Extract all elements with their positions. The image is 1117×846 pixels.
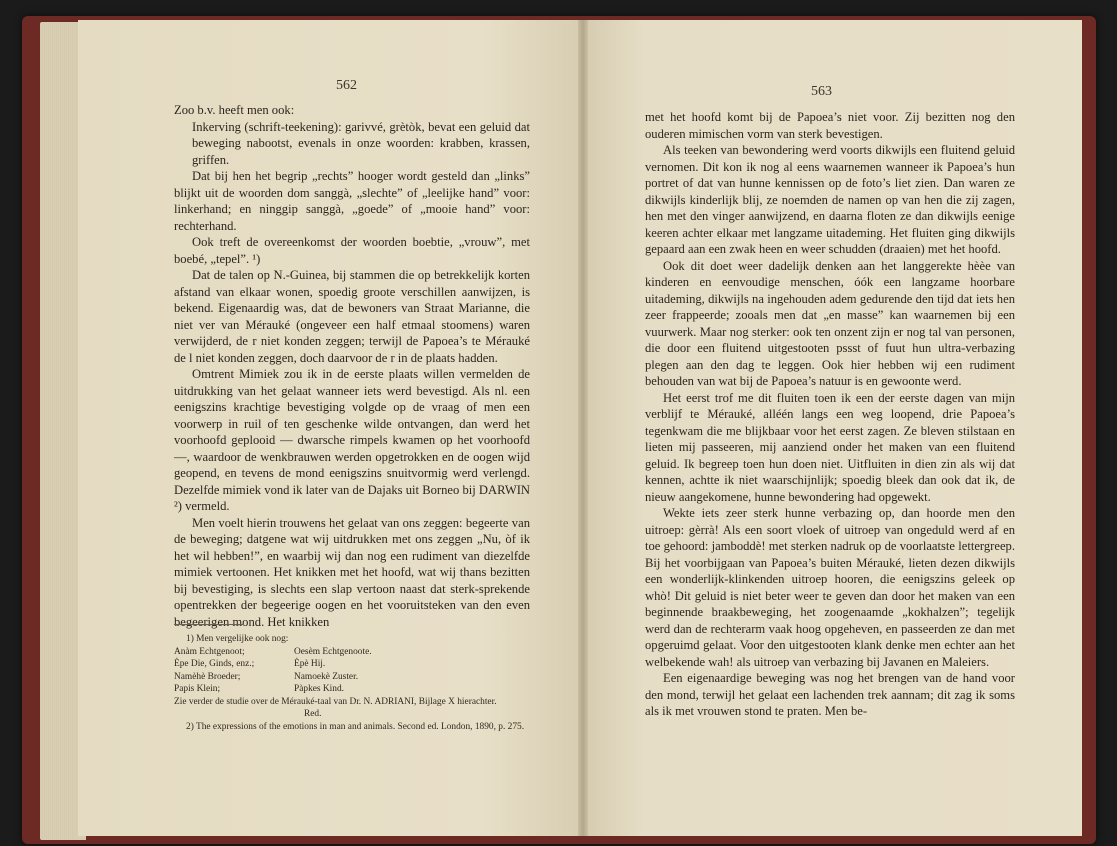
- paragraph: met het hoofd komt bij de Papoea’s niet voor. Zij bezitten nog den ouderen mimischen vorm van sterk bevestigen.: [645, 110, 1015, 141]
- paragraph: Ook dit doet weer dadelijk denken aan het langgerekte hèèe van kinderen en eenvoudige menschen, óók een langzame hoorbare uitademing, dikwijls na ingehouden adem gedurende den tijd dat iets hen zeer frappeerde; zooals men dat „en masse” kan waarnemen bij een vuurwerk. Maar nog sterker: ook ten onzent zijn er nog tal van personen, die door een fluitend uitgestooten pssst of fuut hun ultra-verbazing plegen aan den dag te leggen. Ook hier hebben wij een rudiment behouden van wat bij de Papoea’s natuur is en gewoonte werd.: [645, 258, 1015, 388]
- paragraph: Als teeken van bewondering werd voorts dikwijls een fluitend geluid vernomen. Dit kon ik nog al eens waarnemen wanneer ik Papoea’s hun portret of dat van hunne kennissen op de foto’s liet zien. Dan waren ze dikwijls kinderlijk blij, ze noemden de namen op van hen die zij zagen, hen met den vinger aanwijzend, en daarna floten ze dan dikwijls eenige keeren achter elkaar met langzame uitademing. Het fluiten ging dikwijls gepaard aan een zwak heen en weer schudden (draaien) met het hoofd.: [645, 143, 1015, 256]
- footnote-word-pair: [174, 683, 530, 696]
- right-page: [583, 20, 1082, 836]
- footnote-1-intro: 1) Men vergelijke ook nog:: [186, 634, 289, 644]
- footnote-word-pair: [174, 671, 530, 684]
- page-number-left: 562: [336, 78, 357, 93]
- footnote-word: Èpè Hij.: [294, 659, 326, 669]
- paragraph: Men voelt hierin trouwens het gelaat van ons zeggen: begeerte van de beweging; datgene wat wij uitdrukken met ons zeggen „Nu, òf ik het wil hebben!”, en waarbij wij dan nog een rudiment van diezelfde mimiek vertoonen. Het knikken met het hoofd, wat wij thans bezitten bij bevestiging, is slechts een slap vertoon naast dat sterk-sprekende opentrekken der begeerige oogen en het vooruitsteken van den even begeerigen mond. Het knikken: [174, 515, 530, 629]
- footnote-word-pair: [174, 658, 530, 671]
- footnotes: [174, 624, 530, 733]
- footnote-word: Anàm Echtgenoot;: [174, 646, 245, 657]
- footnote-word: Papis Klein;: [174, 684, 221, 694]
- footnote-word: Oesèm Echtgenoote.: [294, 646, 372, 657]
- paragraph: Omtrent Mimiek zou ik in de eerste plaats willen vermelden de uitdrukking van het gelaat wanneer iets werd bevestigd. Als nl. een eenigszins krachtige bevestiging volgde op de vraag of men een voorwerp in ruil of ten geschenke wilde ontvangen, dan werd het voorhoofd geplooid — dwarsche rimpels kwamen op het voorhoofd —, waardoor de wenkbrauwen werden opgetrokken en de oogen wijd geopend, en tevens de mond eenigszins snuitvormig werd verlengd. Dezelfde mimiek vond ik later van de Dajaks uit Borneo bij DARWIN ²) vermeld.: [174, 367, 530, 513]
- right-page-body: [645, 109, 1015, 720]
- paragraph: Wekte iets zeer sterk hunne verbazing op, dan hoorde men den uitroep: gèrrà! Als een soort vloek of uitroep van ongeduld werd af en toe gehoord: jamboddè! met sterken nadruk op de voorlaatste lettergreep. Bij het voorbijgaan van Papoea’s buiten Mérauké, lieten dezen dikwijls een wonderlijk-klinkenden uitroep hooren, die eenigszins geleek op whò! Dit geluid is niet beter weer te geven dan door het maken van een beginnende braakbeweging, het zoogenaamde „kokhalzen”; tegelijk werd dan de rechterarm vaak hoog opgeheven, en passeerden ze dan met opgeruimd gelaat. Voor den uitgestooten klank denke men echter aan het welbekende wah! als uitroep van verbazing bij Javanen en Maleiers.: [645, 506, 1015, 669]
- footnote-word: Pàpkes Kind.: [294, 684, 344, 694]
- page-number-right: 563: [811, 84, 832, 99]
- footnote-word: Namèhè Broeder;: [174, 671, 241, 682]
- footnote-rule: [174, 624, 244, 625]
- book-gutter: [578, 20, 588, 836]
- left-page: [78, 20, 583, 836]
- footnote-word: Namoekè Zuster.: [294, 671, 359, 682]
- footnote-1-red: Red.: [304, 709, 322, 719]
- paragraph: Ook treft de overeenkomst der woorden boebtie, „vrouw”, met boebé, „tepel”. ¹): [174, 235, 530, 266]
- paragraph: Een eigenaardige beweging was nog het brengen van de hand voor den mond, terwijl het gelaat een lachenden trek aannam; dit zag ik soms als ik met vrouwen stond te praten. Men be-: [645, 671, 1015, 718]
- footnote-word: Èpe Die, Ginds, enz.;: [174, 659, 255, 669]
- paragraph: Het eerst trof me dit fluiten toen ik een der eerste dagen van mijn verblijf te Mérauké, alléén langs een weg loopend, drie Papoea’s tegenkwam die me blijkbaar voor het eerst zagen. Ze bleven stilstaan en lieten mij passeeren, mij aanziend onder het maken van een fluitend geluid. Ik begreep toen hun doen niet. Uitfluiten in dien zin als wij dat kennen, achtte ik niet waarschijnlijk; spoedig bleek dan ook dat ik, de nieuw aangekomene, hunne bewondering had opgewekt.: [645, 390, 1015, 504]
- footnote-1-note: Zie verder de studie over de Mérauké-taal van Dr. N. ADRIANI, Bijlage X hierachter.: [174, 696, 497, 707]
- footnote-word-pair: [174, 646, 530, 659]
- left-page-body: [174, 102, 530, 630]
- paragraph: Dat de talen op N.-Guinea, bij stammen die op betrekkelijk korten afstand van elkaar wonen, spoedig groote verschillen aanwijzen, is bekend. Eigenaardig was, dat de bewoners van Straat Marianne, die niet ver van Mérauké (ongeveer een half etmaal stoomens) waren verwijderd, de r niet konden zeggen; terwijl de Papoea’s te Mérauké de l niet konden zeggen, doch daarvoor de r in de plaats hadden.: [174, 268, 530, 365]
- paragraph: Inkerving (schrift-teekening): garivvé, grètòk, bevat een geluid dat beweging nabootst, evenals in onze woorden: krabben, krassen, griffen.: [192, 119, 530, 167]
- paragraph: Dat bij hen het begrip „rechts” hooger wordt gesteld dan „links” blijkt uit de woorden dom sanggà, „slechte” of „leelijke hand” voor: linkerhand; en ninggip sanggà, „goede” of „mooie hand” voor: rechterhand.: [174, 169, 530, 233]
- paragraph: Zoo b.v. heeft men ook:: [174, 103, 295, 117]
- footnote-2: 2) The expressions of the emotions in man and animals. Second ed. London, 1890, p. 275.: [186, 721, 525, 732]
